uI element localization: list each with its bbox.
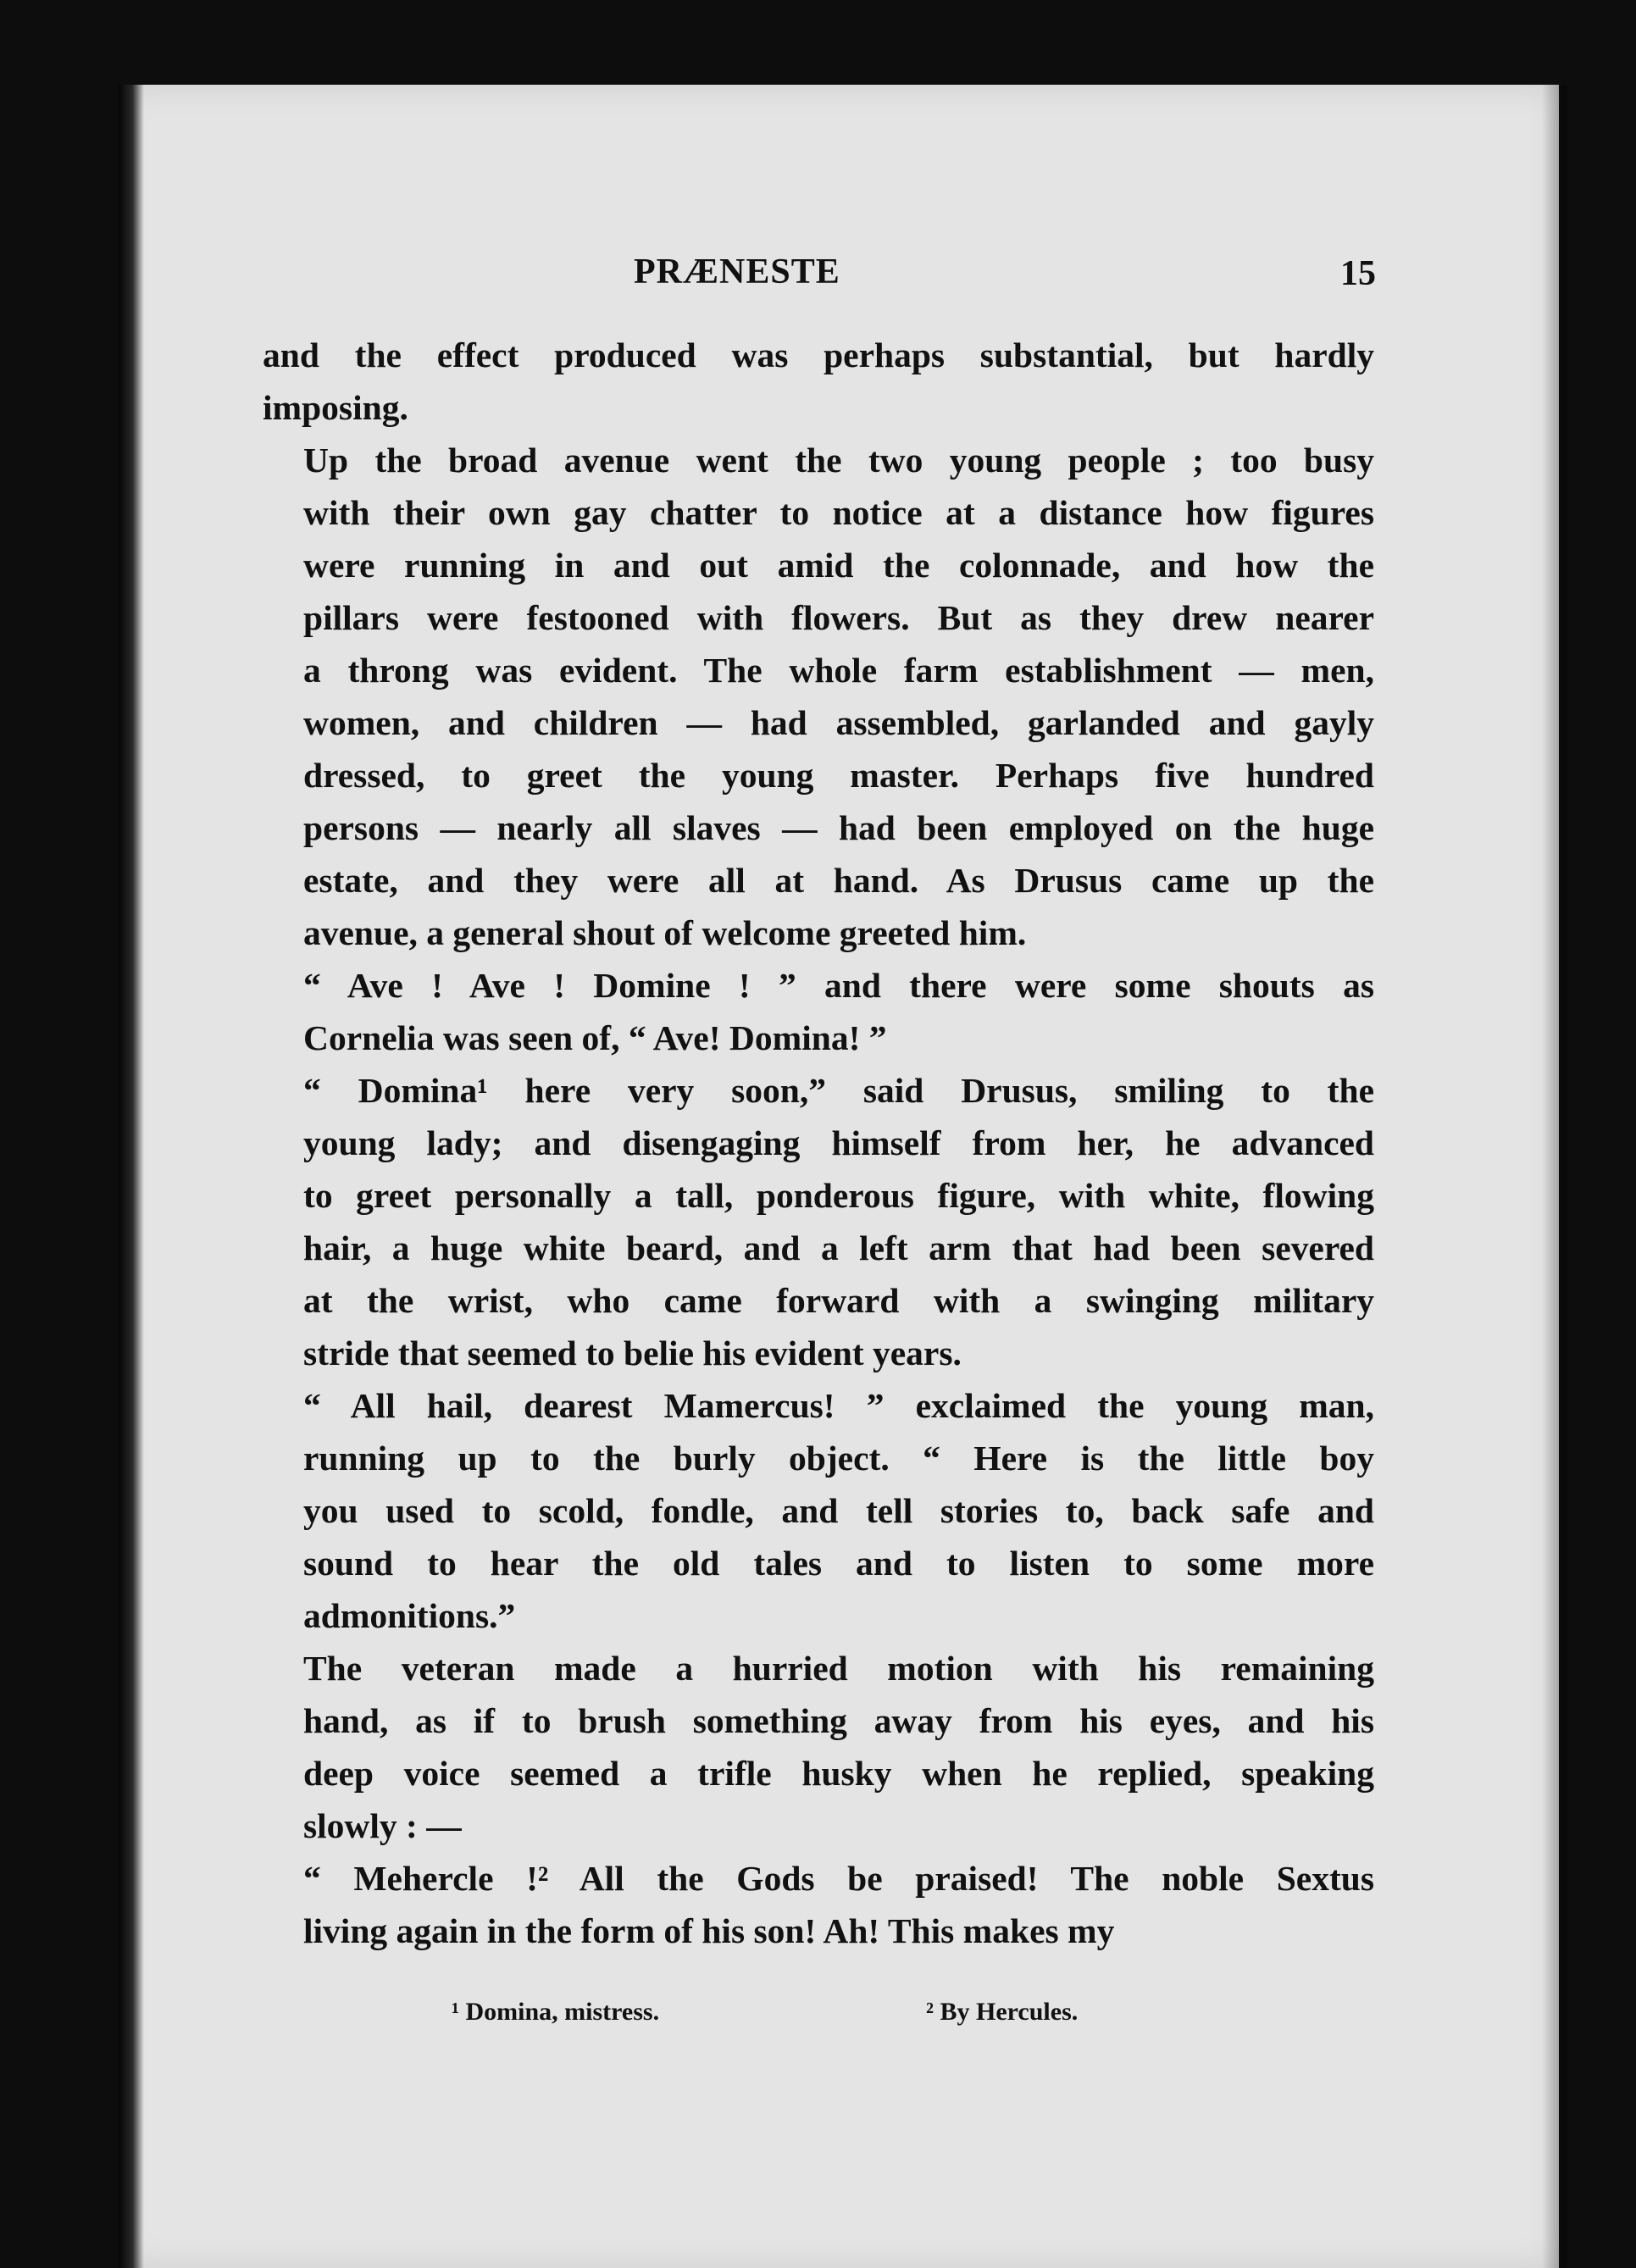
text-line: “ Domina¹ here very soon,” said Drusus, smiling to the	[303, 1071, 1374, 1110]
paragraph	[263, 434, 1374, 959]
text-line: Cornelia was seen of, “ Ave! Domina! ”	[303, 1018, 887, 1057]
running-title: PRÆNESTE	[634, 252, 840, 291]
text-line: at the wrist, who came forward with a swinging military	[303, 1281, 1374, 1320]
paragraph	[263, 1852, 1374, 1957]
paragraph	[263, 329, 1374, 434]
page-number: 15	[1340, 254, 1376, 293]
text-line: hair, a huge white beard, and a left arm that had been severed	[303, 1228, 1374, 1267]
text-line: and the effect produced was perhaps substantial, but hardly	[263, 335, 1374, 374]
book-spine-shadow	[119, 85, 144, 2268]
text-line: with their own gay chatter to notice at a distance how figures	[303, 493, 1374, 532]
text-line: running up to the burly object. “ Here is the little boy	[303, 1439, 1374, 1478]
footnote-1: ¹ Domina, mistress.	[452, 1998, 660, 2026]
page-header	[0, 243, 1636, 302]
text-line: “ Ave ! Ave ! Domine ! ” and there were some shouts as	[303, 966, 1374, 1005]
text-line: Up the broad avenue went the two young people ; too busy	[303, 441, 1374, 480]
text-line: women, and children — had assembled, garlanded and gayly	[303, 703, 1374, 742]
text-line: estate, and they were all at hand. As Drusus came up the	[303, 861, 1374, 900]
text-line: young lady; and disengaging himself from her, he advanced	[303, 1123, 1374, 1162]
text-line: imposing.	[263, 388, 408, 427]
text-line: you used to scold, fondle, and tell stories to, back safe and	[303, 1491, 1374, 1530]
text-line: were running in and out amid the colonnade, and how the	[303, 546, 1374, 585]
text-line: stride that seemed to belie his evident years.	[303, 1334, 962, 1372]
text-line: avenue, a general shout of welcome greeted him.	[303, 913, 1027, 952]
paragraph	[263, 959, 1374, 1064]
paragraph	[263, 1642, 1374, 1852]
paragraph	[263, 1379, 1374, 1642]
text-line: sound to hear the old tales and to listen to some more	[303, 1544, 1374, 1583]
text-line: persons — nearly all slaves — had been employed on the huge	[303, 808, 1374, 847]
text-line: to greet personally a tall, ponderous figure, with white, flowing	[303, 1176, 1374, 1215]
text-line: hand, as if to brush something away from his eyes, and his	[303, 1701, 1374, 1740]
text-line: The veteran made a hurried motion with his remaining	[303, 1649, 1374, 1688]
text-line: living again in the form of his son! Ah! This makes my	[303, 1911, 1115, 1950]
body-text	[263, 329, 1374, 1957]
paragraph	[263, 1064, 1374, 1379]
text-line: slowly : —	[303, 1806, 462, 1845]
text-line: a throng was evident. The whole farm establishment — men,	[303, 651, 1374, 690]
text-line: deep voice seemed a trifle husky when he replied, speaking	[303, 1754, 1374, 1793]
text-line: admonitions.”	[303, 1596, 516, 1635]
text-line: “ All hail, dearest Mamercus! ” exclaimed the young man,	[303, 1386, 1374, 1425]
text-line: pillars were festooned with flowers. But as they drew nearer	[303, 598, 1374, 637]
text-line: “ Mehercle !² All the Gods be praised! The noble Sextus	[303, 1859, 1374, 1898]
page-edge-shadow	[1542, 85, 1567, 2268]
text-line: dressed, to greet the young master. Perhaps five hundred	[303, 756, 1374, 795]
footnote-2: ² By Hercules.	[926, 1998, 1079, 2026]
